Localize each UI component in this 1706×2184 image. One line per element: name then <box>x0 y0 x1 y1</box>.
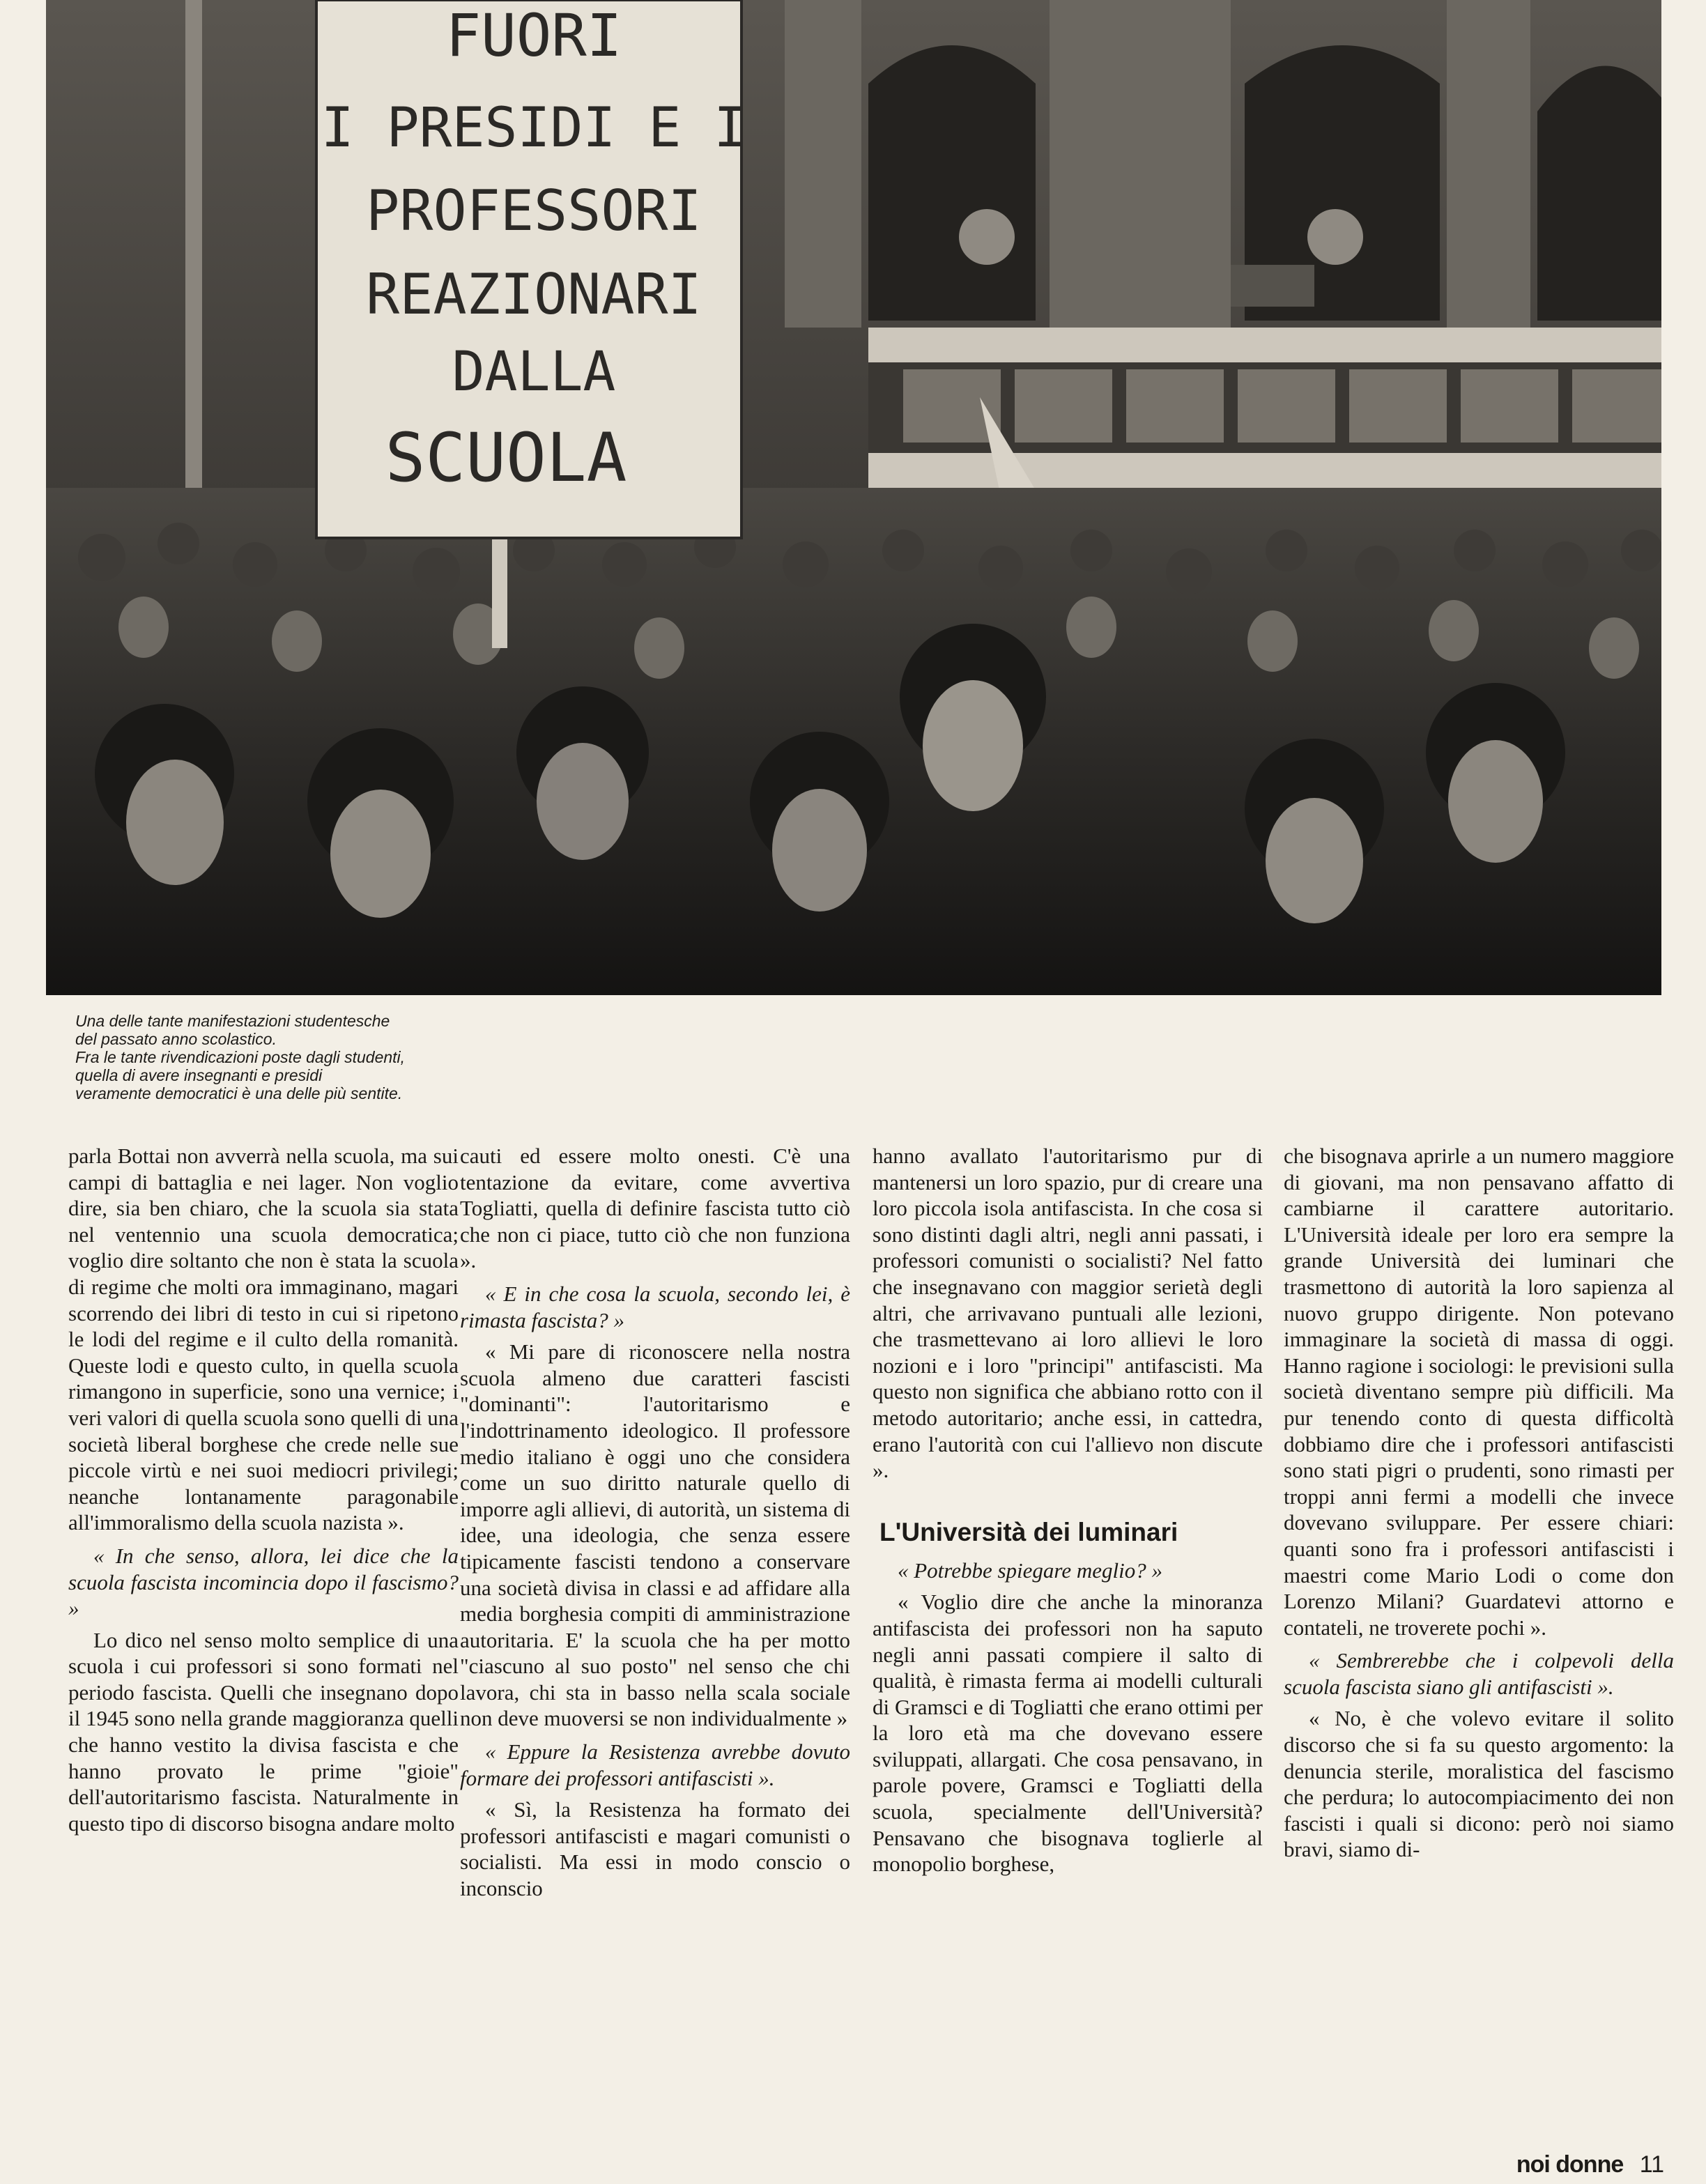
interview-question: « In che senso, allora, lei dice che la scuola fascista incomincia dopo il fascismo? » <box>68 1543 459 1621</box>
article-column-4 <box>1284 1143 1674 1863</box>
paragraph: parla Bottai non avverrà nella scuola, ma sui campi di battaglia e nei lager. Non voglio dire, sia ben chiaro, che la scuola sia stata nel ventennio una scuola democratica; voglio dire soltanto che non è stata la scuola di regime che molti ora immaginano, magari scorrendo dei libri di testo in cui si ripetono le lodi del regime e il culto della romanità. Queste lodi e questo culto, in quella scuola rimangono in superficie, sono una vernice; i veri valori di quella scuola sono quelli di una società liberal borghese che crede nelle sue piccole virtù e nei suoi mediocri privilegi; neanche lontanamente paragonabile all'immoralismo della scuola nazista ». <box>68 1144 459 1535</box>
caption-line: veramente democratici è una delle più sentite. <box>75 1084 403 1102</box>
interview-question: « Sembrerebbe che i colpevoli della scuola fascista siano gli antifascisti ». <box>1284 1648 1674 1699</box>
svg-text:REAZIONARI: REAZIONARI <box>366 262 702 327</box>
protest-photo <box>46 0 1661 995</box>
interview-question: « Potrebbe spiegare meglio? » <box>898 1558 1162 1583</box>
article-column-2 <box>460 1143 850 1902</box>
page-footer <box>1516 2151 1664 2178</box>
paragraph: cauti ed essere molto onesti. C'è una tentazione da evitare, come avvertiva Togliatti, quella di definire fascista tutto ciò che non ci piace, tutto ciò che non funziona ». <box>460 1144 850 1273</box>
paragraph: che bisognava aprirle a un numero maggiore di giovani, ma non pensavano affatto di cambiarne il carattere autoritario. L'Università ideale per loro era sempre la grande Università dei luminari che trasmettono di autorità la loro sapienza al nuovo gruppo dirigente. Non potevano immaginare la società di massa di oggi. Hanno ragione i sociologi: le previsioni sulla società diventano sempre più difficili. Ma pur tenendo conto di questa difficoltà dobbiamo dire che i professori antifascisti sono stati pigri o prudenti, sono rimasti per troppi anni fermi a modelli che invece dovevano sviluppare. Per essere chiari: quanti sono fra i professori antifascisti i maestri come Mario Lodi o come don Lorenzo Milani? Guardatevi attorno e contateli, ne troverete pochi ». <box>1284 1144 1674 1640</box>
svg-text:PROFESSORI: PROFESSORI <box>366 178 702 243</box>
article-column-1 <box>68 1143 459 1836</box>
magazine-name: noi donne <box>1516 2151 1624 2178</box>
caption-line: Una delle tante manifestazioni studentesche <box>75 1012 390 1030</box>
article-column-3 <box>873 1143 1263 1877</box>
protest-photo-image <box>46 0 1661 995</box>
svg-text:DALLA: DALLA <box>452 341 616 403</box>
svg-text:SCUOLA: SCUOLA <box>385 419 627 497</box>
page-number: 11 <box>1639 2151 1664 2178</box>
paragraph: « Mi pare di riconoscere nella nostra scuola almeno due caratteri fascisti "dominanti": l'autoritarismo e l'indottrinamento ideologico. Il professore medio italiano è oggi uno che considera come un suo diritto naturale quello di imporre agli allievi, di autorità, un sistema di idee, una ideologia, che senza essere tipicamente fascisti tendono a conservare una società divisa in classi e ad affidare alla media borghesia compiti di amministrazione autoritaria. E' la scuola che ha per motto "ciascuno al suo posto" nel senso che chi lavora, chi sta in basso nella scala sociale non deve muoversi se non individualmente » <box>460 1339 850 1731</box>
paragraph: « Sì, la Resistenza ha formato dei professori antifascisti e magari comunisti o socialisti. Ma essi in modo conscio o inconscio <box>460 1797 850 1901</box>
paragraph: hanno avallato l'autoritarismo pur di mantenersi un loro spazio, pur di creare una loro piccola isola antifascista. In che cosa si sono distinti dagli altri, negli anni passati, i professori comunisti o socialisti? Nel fatto che insegnavano con maggior serietà degli altri, che arrivavano puntuali alle lezioni, che trasmettevano ai loro allievi le loro nozioni e i loro "principi" antifascisti. Ma questo non significa che abbiano rotto con il metodo autoritario; anche essi, in cattedra, erano l'autorità con cui l'allievo non discute ». <box>873 1144 1263 1483</box>
interview-question: « E in che cosa la scuola, secondo lei, è rimasta fascista? » <box>460 1281 850 1332</box>
caption-line: Fra le tante rivendicazioni poste dagli studenti, <box>75 1048 406 1066</box>
svg-text:FUORI: FUORI <box>445 1 622 70</box>
paragraph: « No, è che volevo evitare il solito discorso che si fa su questo argomento: la denuncia sterile, moralistica del fascismo che perdura; lo autocompiacimento dei non fascisti i quali si dicono: però noi siamo bravi, siamo di- <box>1284 1706 1674 1862</box>
svg-text:I PRESIDI E I: I PRESIDI E I <box>321 97 747 160</box>
section-heading: L'Università dei luminari <box>879 1517 1178 1546</box>
paragraph: Lo dico nel senso molto semplice di una scuola i cui professori si sono formati nel periodo fascista. Quelli che insegnano dopo il 1945 sono nella grande maggioranza quelli che hanno vestito la divisa fascista e che hanno provato le prime "gioie" dell'autoritarismo fascista. Naturalmente in questo tipo di discorso bisogna andare molto <box>68 1627 459 1836</box>
photo-caption <box>75 1012 605 1102</box>
caption-line: quella di avere insegnanti e presidi <box>75 1066 323 1084</box>
paragraph: « Voglio dire che anche la minoranza antifascista dei professori non ha saputo negli anni passati compiere il salto di qualità, è rimasta ferma ai modelli culturali di Gramsci e di Togliatti che erano ottimi per la loro età ma che dovevano essere sviluppati, allargati. Che cosa pensavano, in parole povere, Gramsci e Togliatti della scuola, specialmente dell'Università? Pensavano che bisognava toglierle al monopolio borghese, <box>873 1590 1263 1877</box>
caption-line: del passato anno scolastico. <box>75 1030 277 1048</box>
interview-question: « Eppure la Resistenza avrebbe dovuto formare dei professori antifascisti ». <box>460 1739 850 1790</box>
